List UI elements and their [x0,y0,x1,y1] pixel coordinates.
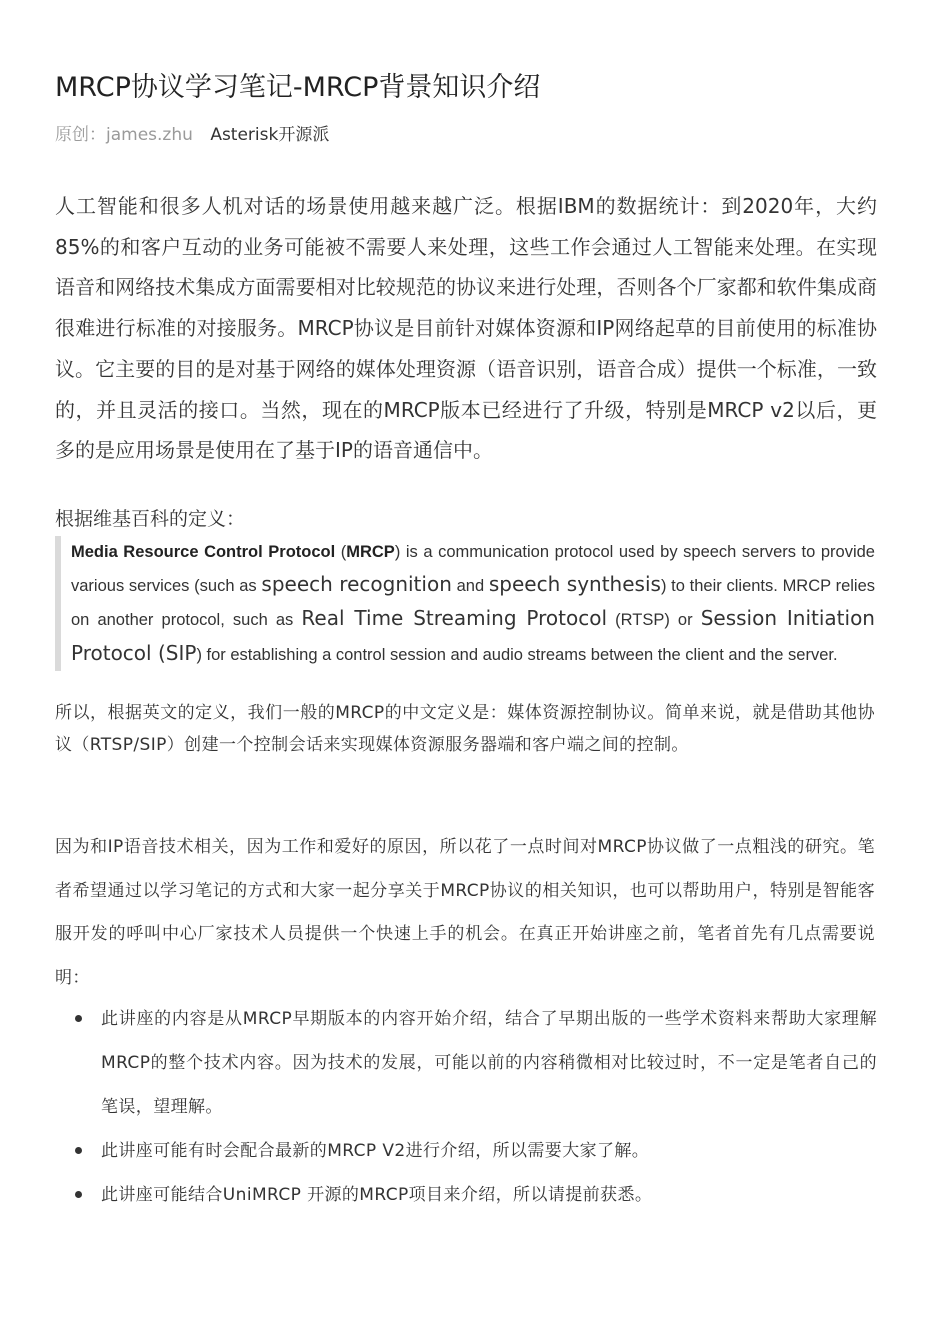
account-name-link[interactable]: Asterisk开源派 [210,125,330,145]
sip-link[interactable]: Session Initiation Protocol [71,606,875,665]
list-item-text: 此讲座可能有时会配合最新的MRCP V2进行介绍，所以需要大家了解。 [101,1141,650,1161]
quote-text: and [451,577,489,596]
list-item [55,1173,877,1217]
quote-text: ( [151,640,166,665]
list-item [55,997,877,1129]
quote-text: ) is a communication protocol used by speech servers to provide various services (such as [71,543,875,596]
term-bold: Media Resource Control Protocol [71,543,336,561]
intro-paragraph: 人工智能和很多人机对话的场景使用越来越广泛。根据IBM的数据统计：到2020年，大约85%的和客户互动的业务可能被不需要人来处理，这些工作会通过人工智能来处理。在实现语音和网络技术集成方面需要相对比较规范的协议来进行处理，否则各个厂家都和软件集成商很难进行标准的对接服务。MRCP协议是目前针对媒体资源和IP网络起草的目前使用的标准协议。它主要的目的是对基于网络的媒体处理资源（语音识别，语音合成）提供一个标准，一致的，并且灵活的接口。当然，现在的MRCP版本已经进行了升级，特别是MRCP v2以后，更多的是应用场景是使用在了基于IP的语音通信中。 [55,194,877,463]
rtsp-link[interactable]: Real Time Streaming Protocol [301,606,608,631]
wikipedia-quote [55,536,875,671]
bullet-icon [75,1015,82,1022]
author-label: 原创：james.zhu [55,125,193,145]
list-item-text: 此讲座的内容是从MRCP早期版本的内容开始介绍，结合了早期出版的一些学术资料来帮助大家理解MRCP的整个技术内容。因为技术的发展，可能以前的内容稍微相对比较过时，不一定是笔者自己的笔误，望理解。 [101,1009,877,1117]
abbr-bold: MRCP [346,543,395,561]
list-item-text: 此讲座可能结合UniMRCP 开源的MRCP项目来介绍，所以请提前获悉。 [101,1185,653,1205]
quote-text: ( [335,543,347,561]
article-title: MRCP协议学习笔记-MRCP背景知识介绍 [55,72,541,103]
list-item [55,1129,877,1173]
bullet-icon [75,1191,82,1198]
definition-heading: 根据维基百科的定义： [55,508,246,530]
quote-text: ) for establishing a control session and audio streams between the client and the server. [196,645,838,664]
bullet-icon [75,1147,82,1154]
quote-text: (RTSP) or [607,611,701,630]
notes-list [55,997,877,1217]
speech-synthesis-link[interactable]: speech synthesis [488,572,661,597]
motivation-paragraph: 因为和IP语音技术相关，因为工作和爱好的原因，所以花了一点时间对MRCP协议做了一点粗浅的研究。笔者希望通过以学习笔记的方式和大家一起分享关于MRCP协议的相关知识，也可以帮助用户，特别是智能客服开发的呼叫中心厂家技术人员提供一个快速上手的机会。在真正开始讲座之前，笔者首先有几点需要说明： [55,837,875,988]
speech-recognition-link[interactable]: speech recognition [261,572,452,597]
article-meta [55,122,329,148]
chinese-definition: 所以，根据英文的定义，我们一般的MRCP的中文定义是：媒体资源控制协议。简单来说，就是借助其他协议（RTSP/SIP）创建一个控制会话来实现媒体资源服务器端和客户端之间的控制。 [55,703,875,755]
sip-abbr: SIP [165,640,197,665]
quote-text: ) to their clients. MRCP relies on another protocol, such as [71,577,876,630]
